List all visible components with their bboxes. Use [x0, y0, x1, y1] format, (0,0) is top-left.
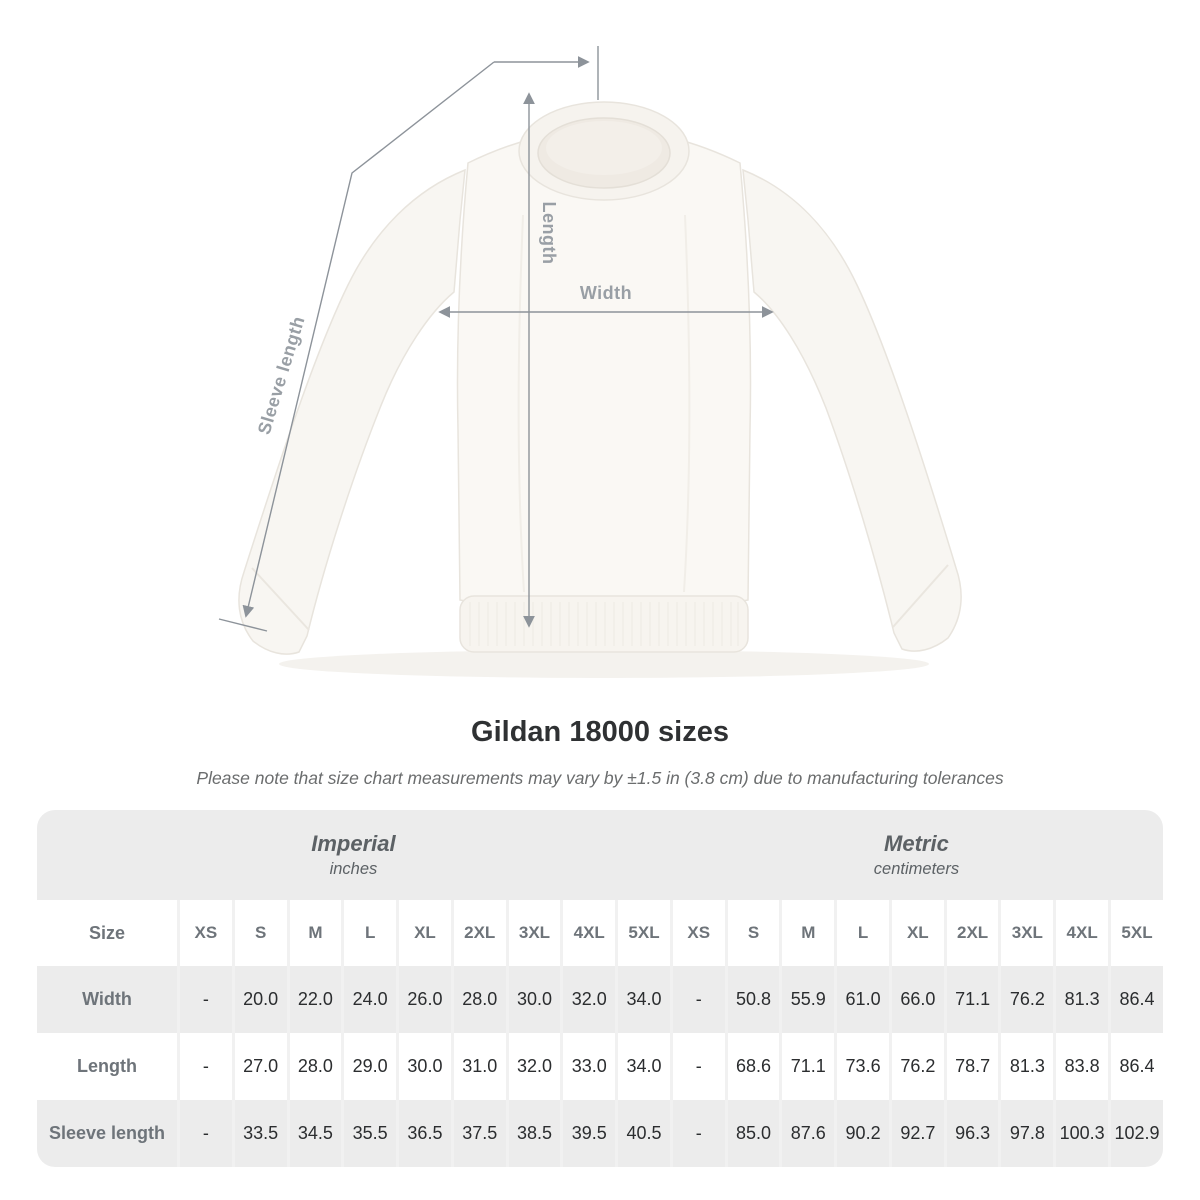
metric-size-header-s: S: [725, 900, 780, 966]
measurement-value-cell: 28.0: [287, 1033, 342, 1100]
metric-size-header-5xl: 5XL: [1108, 900, 1163, 966]
measurement-value-cell: 92.7: [889, 1100, 944, 1167]
measurement-value-cell: 29.0: [341, 1033, 396, 1100]
measurement-value-cell: 50.8: [725, 966, 780, 1033]
metric-band: [670, 810, 1163, 900]
measurement-value-cell: 28.0: [451, 966, 506, 1033]
metric-size-header-l: L: [834, 900, 889, 966]
sleeve-length-dimension-label: Sleeve length: [253, 313, 309, 437]
length-dimension-label: Length: [539, 201, 559, 265]
measurement-value-cell: 86.4: [1108, 966, 1163, 1033]
measurement-value-cell: 39.5: [560, 1100, 615, 1167]
tolerance-note: Please note that size chart measurements may vary by ±1.5 in (3.8 cm) due to manufacturing tolerances: [196, 768, 1004, 788]
measurement-value-cell: 81.3: [1053, 966, 1108, 1033]
measurement-value-cell: 34.0: [615, 966, 670, 1033]
unit-band-row: [37, 810, 1163, 900]
measurement-value-cell: 34.5: [287, 1100, 342, 1167]
measurement-value-cell: 40.5: [615, 1100, 670, 1167]
measurement-value-cell: 85.0: [725, 1100, 780, 1167]
measurement-value-cell: 20.0: [232, 966, 287, 1033]
metric-size-header-3xl: 3XL: [998, 900, 1053, 966]
measurement-value-cell: 35.5: [341, 1100, 396, 1167]
page-title: Gildan 18000 sizes: [471, 716, 729, 748]
measurement-value-cell: 26.0: [396, 966, 451, 1033]
imperial-size-header-5xl: 5XL: [615, 900, 670, 966]
measurement-value-cell: 73.6: [834, 1033, 889, 1100]
right-sleeve: [743, 170, 961, 651]
measurement-value-cell: 100.3: [1053, 1100, 1108, 1167]
measurement-value-cell: 81.3: [998, 1033, 1053, 1100]
size-chart-table-container: [37, 810, 1163, 1167]
measurement-value-cell: 55.9: [779, 966, 834, 1033]
measurement-value-cell: -: [670, 1100, 725, 1167]
measurement-value-cell: 24.0: [341, 966, 396, 1033]
hem-band: [460, 596, 748, 652]
measurement-value-cell: 37.5: [451, 1100, 506, 1167]
size-header-row: [37, 900, 1163, 966]
measurement-value-cell: 71.1: [944, 966, 999, 1033]
measurement-value-cell: 97.8: [998, 1100, 1053, 1167]
measurement-value-cell: 30.0: [396, 1033, 451, 1100]
row-label-length: Length: [37, 1033, 177, 1100]
measurement-value-cell: 83.8: [1053, 1033, 1108, 1100]
measurement-value-cell: 102.9: [1108, 1100, 1163, 1167]
measurement-value-cell: 76.2: [998, 966, 1053, 1033]
imperial-size-header-3xl: 3XL: [506, 900, 561, 966]
imperial-band: [37, 810, 670, 900]
metric-size-header-4xl: 4XL: [1053, 900, 1108, 966]
table-row-sleeve-length: [37, 1100, 1163, 1167]
measurement-value-cell: 34.0: [615, 1033, 670, 1100]
measurement-value-cell: 76.2: [889, 1033, 944, 1100]
measurement-value-cell: 71.1: [779, 1033, 834, 1100]
measurement-value-cell: 31.0: [451, 1033, 506, 1100]
metric-sublabel: centimeters: [873, 859, 960, 878]
measurement-value-cell: -: [177, 1100, 232, 1167]
measurement-value-cell: 90.2: [834, 1100, 889, 1167]
width-dimension-label: Width: [579, 283, 633, 303]
imperial-size-header-2xl: 2XL: [451, 900, 506, 966]
measurement-value-cell: 86.4: [1108, 1033, 1163, 1100]
size-chart-table: [37, 810, 1163, 1167]
metric-size-header-xl: XL: [889, 900, 944, 966]
measurement-value-cell: 38.5: [506, 1100, 561, 1167]
table-row-length: [37, 1033, 1163, 1100]
imperial-size-header-xs: XS: [177, 900, 232, 966]
size-corner-header: Size: [37, 900, 177, 966]
imperial-sublabel: inches: [329, 859, 378, 878]
measurement-value-cell: 22.0: [287, 966, 342, 1033]
measurement-value-cell: 96.3: [944, 1100, 999, 1167]
measurement-value-cell: 36.5: [396, 1100, 451, 1167]
imperial-label: Imperial: [311, 831, 396, 857]
imperial-size-header-m: M: [287, 900, 342, 966]
row-label-sleeve-length: Sleeve length: [37, 1100, 177, 1167]
measurement-value-cell: -: [177, 966, 232, 1033]
imperial-size-header-4xl: 4XL: [560, 900, 615, 966]
measurement-value-cell: 78.7: [944, 1033, 999, 1100]
metric-size-header-xs: XS: [670, 900, 725, 966]
measurement-value-cell: -: [177, 1033, 232, 1100]
measurement-value-cell: 33.0: [560, 1033, 615, 1100]
measurement-value-cell: -: [670, 966, 725, 1033]
metric-size-header-2xl: 2XL: [944, 900, 999, 966]
metric-size-header-m: M: [779, 900, 834, 966]
measurement-value-cell: 30.0: [506, 966, 561, 1033]
metric-label: Metric: [884, 831, 949, 857]
measurement-value-cell: 87.6: [779, 1100, 834, 1167]
measurement-value-cell: 27.0: [232, 1033, 287, 1100]
imperial-size-header-xl: XL: [396, 900, 451, 966]
table-row-width: [37, 966, 1163, 1033]
row-label-width: Width: [37, 966, 177, 1033]
measurement-value-cell: 32.0: [506, 1033, 561, 1100]
imperial-size-header-s: S: [232, 900, 287, 966]
collar: [519, 102, 689, 200]
measurement-value-cell: 66.0: [889, 966, 944, 1033]
garment-shadow: [279, 650, 929, 678]
measurement-value-cell: 32.0: [560, 966, 615, 1033]
measurement-value-cell: 61.0: [834, 966, 889, 1033]
imperial-size-header-l: L: [341, 900, 396, 966]
measurement-value-cell: -: [670, 1033, 725, 1100]
measurement-value-cell: 33.5: [232, 1100, 287, 1167]
sweatshirt-body: [457, 129, 750, 609]
measurement-value-cell: 68.6: [725, 1033, 780, 1100]
